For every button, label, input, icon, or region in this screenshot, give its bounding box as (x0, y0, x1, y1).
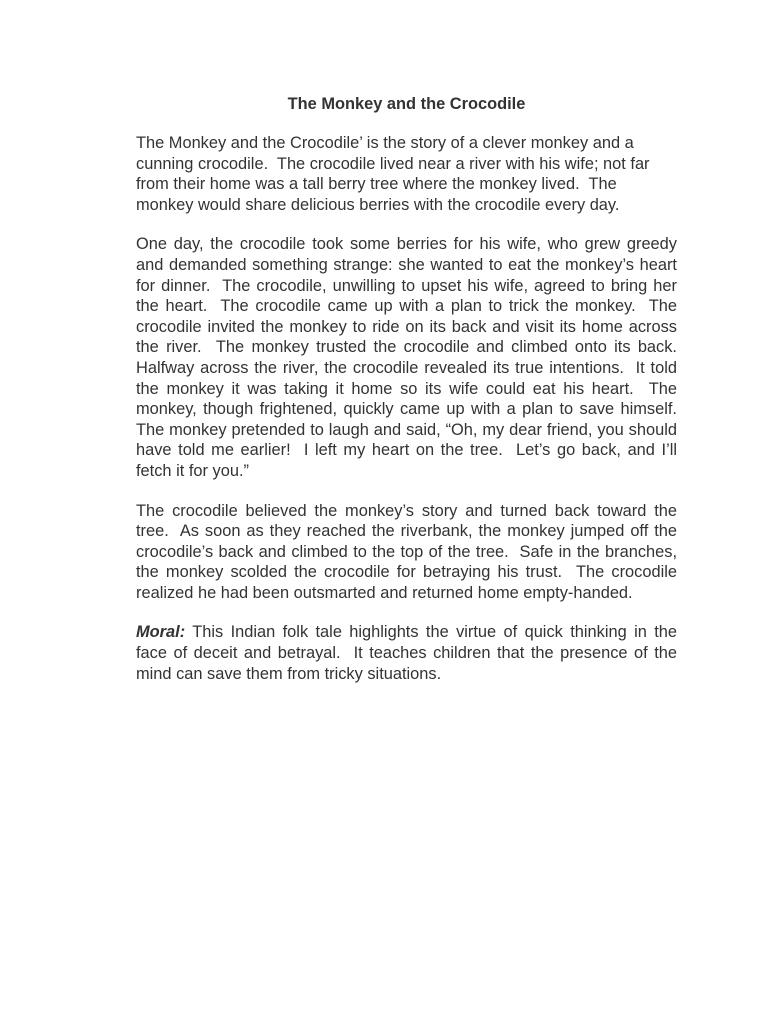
paragraph-plan: One day, the crocodile took some berries for his wife, who grew greedy and demanded something strange: she wanted to eat the monkey’s heart for dinner. The crocodile, unwilling to upset his wife, agreed to bring her the heart. The crocodile came up with a plan to trick the monkey. The crocodile invited the monkey to ride on its back and visit its home across the river. The monkey trusted the crocodile and climbed onto its back. Halfway across the river, the crocodile revealed its true intentions. It told the monkey it was taking it home so its wife could eat his heart. The monkey, though frightened, quickly came up with a plan to save himself. The monkey pretended to laugh and said, “Oh, my dear friend, you should have told me earlier! I left my heart on the tree. Let’s go back, and I’ll fetch it for you.” (136, 235, 687, 480)
paragraph-escape: The crocodile believed the monkey’s story and turned back toward the tree. As soon as they reached the riverbank, the monkey jumped off the crocodile’s back and climbed to the top of the tree. Safe in the branches, the monkey scolded the crocodile for betraying his trust. The crocodile realized he had been outsmarted and returned home empty-handed. (136, 501, 682, 602)
paragraph-intro: The Monkey and the Crocodile’ is the story of a clever monkey and a cunning crocodile. The crocodile lived near a river with his wife; not far from their home was a tall berry tree where the monkey lived. The monkey would share delicious berries with the crocodile every day. (136, 134, 655, 214)
document-body (136, 94, 687, 703)
document-title: The Monkey and the Crocodile (287, 95, 526, 113)
moral-label: Moral: (136, 623, 186, 642)
moral-text: This Indian folk tale highlights the virtue of quick thinking in the face of deceit and betrayal. It teaches children that the presence of the mind can save them from tricky situations. (136, 623, 682, 683)
paragraph-moral (136, 622, 682, 684)
